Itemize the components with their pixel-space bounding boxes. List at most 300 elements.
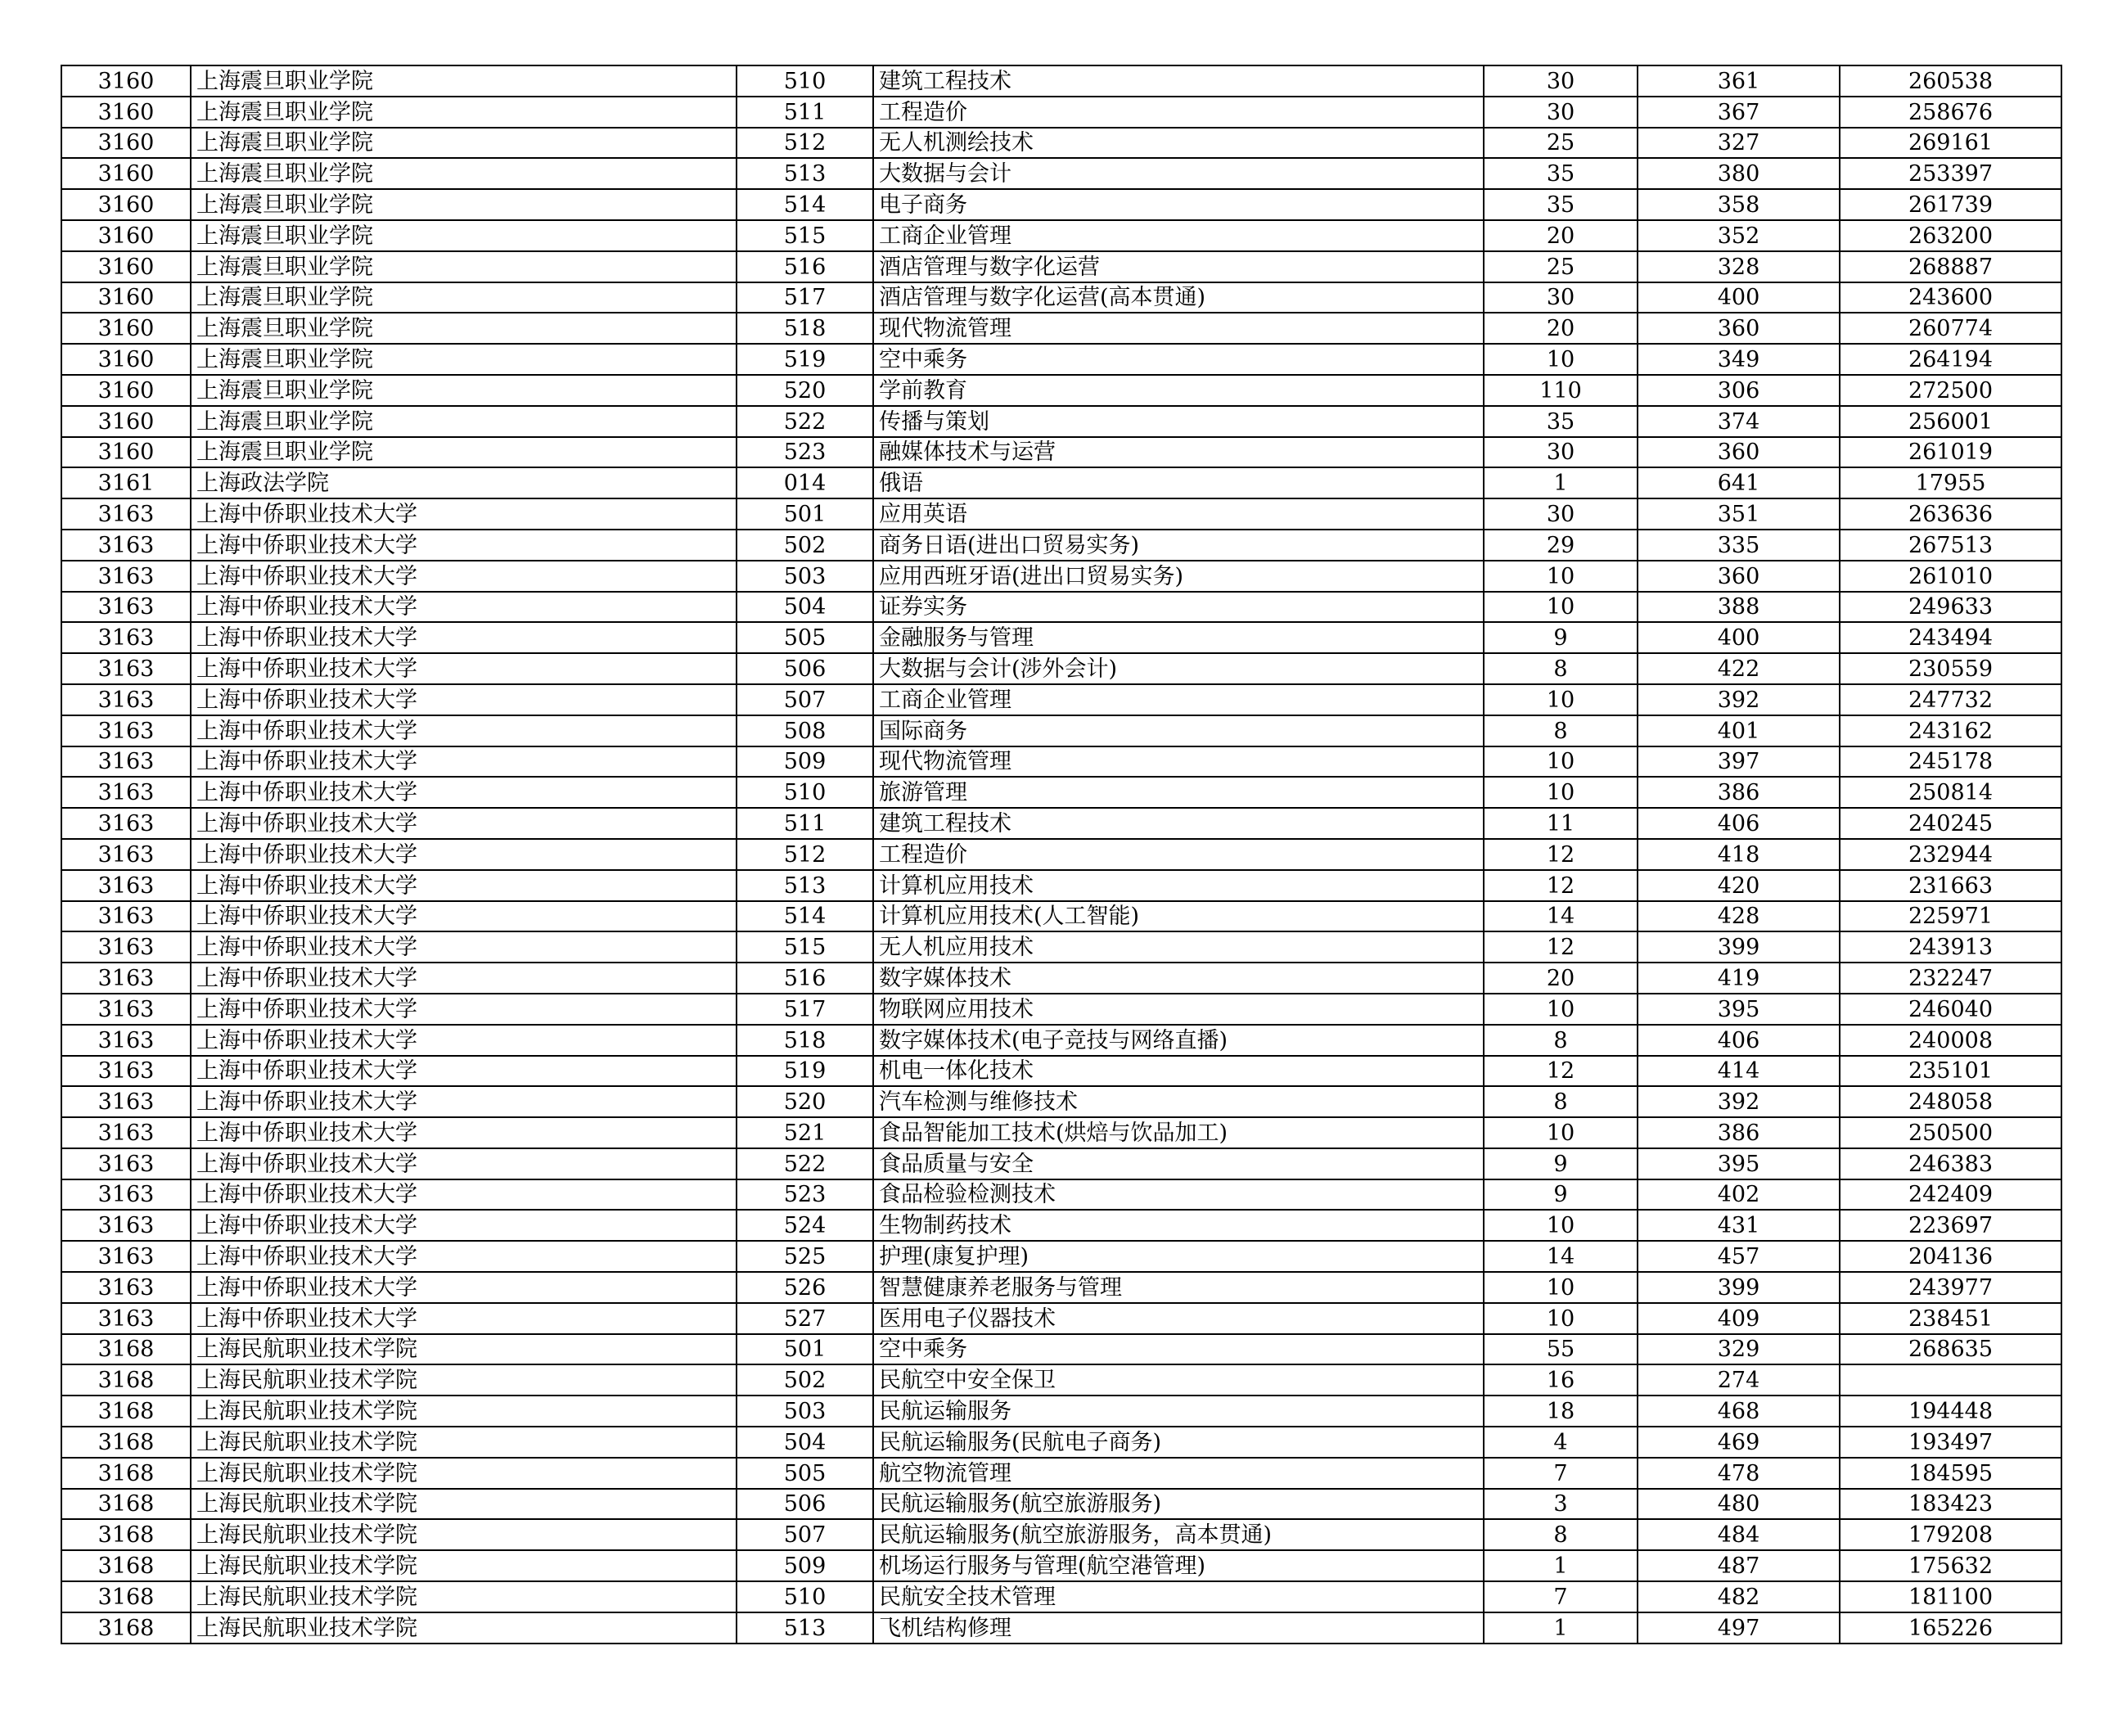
table-row — [61, 1396, 2061, 1427]
min-score-cell: 352 — [1638, 220, 1840, 251]
table-row — [61, 1489, 2061, 1520]
major-code-cell: 502 — [737, 1364, 873, 1396]
major-name-cell: 无人机测绘技术 — [873, 128, 1484, 159]
school-name-cell: 上海中侨职业技术大学 — [191, 1303, 737, 1334]
school-code-cell: 3163 — [61, 994, 191, 1025]
major-name-cell: 俄语 — [873, 467, 1484, 498]
enrollment-count-cell: 11 — [1484, 808, 1638, 839]
school-code-cell: 3163 — [61, 1179, 191, 1211]
major-name-cell: 国际商务 — [873, 715, 1484, 746]
min-score-cell: 409 — [1638, 1303, 1840, 1334]
school-code-cell: 3163 — [61, 777, 191, 808]
rank-cell: 243494 — [1840, 622, 2061, 653]
table-row — [61, 1427, 2061, 1458]
school-code-cell: 3163 — [61, 715, 191, 746]
table-row — [61, 1086, 2061, 1117]
school-name-cell: 上海中侨职业技术大学 — [191, 1272, 737, 1303]
min-score-cell: 468 — [1638, 1396, 1840, 1427]
rank-cell: 248058 — [1840, 1086, 2061, 1117]
table-row — [61, 963, 2061, 994]
major-name-cell: 空中乘务 — [873, 1334, 1484, 1365]
major-code-cell: 507 — [737, 684, 873, 715]
table-row — [61, 128, 2061, 159]
major-name-cell: 食品检验检测技术 — [873, 1179, 1484, 1211]
rank-cell: 232944 — [1840, 839, 2061, 870]
min-score-cell: 360 — [1638, 313, 1840, 344]
major-code-cell: 014 — [737, 467, 873, 498]
school-name-cell: 上海中侨职业技术大学 — [191, 931, 737, 963]
major-name-cell: 融媒体技术与运营 — [873, 437, 1484, 468]
major-name-cell: 现代物流管理 — [873, 313, 1484, 344]
min-score-cell: 406 — [1638, 1025, 1840, 1056]
major-name-cell: 民航运输服务 — [873, 1396, 1484, 1427]
major-name-cell: 大数据与会计 — [873, 158, 1484, 189]
school-name-cell: 上海震旦职业学院 — [191, 251, 737, 282]
rank-cell: 204136 — [1840, 1241, 2061, 1272]
major-code-cell: 509 — [737, 746, 873, 778]
school-code-cell: 3163 — [61, 1086, 191, 1117]
school-name-cell: 上海震旦职业学院 — [191, 65, 737, 97]
school-code-cell: 3163 — [61, 839, 191, 870]
major-code-cell: 517 — [737, 994, 873, 1025]
rank-cell: 245178 — [1840, 746, 2061, 778]
school-code-cell: 3163 — [61, 931, 191, 963]
min-score-cell: 414 — [1638, 1056, 1840, 1087]
school-code-cell: 3163 — [61, 1117, 191, 1148]
school-name-cell: 上海中侨职业技术大学 — [191, 1210, 737, 1241]
major-code-cell: 516 — [737, 251, 873, 282]
rank-cell: 17955 — [1840, 467, 2061, 498]
min-score-cell: 388 — [1638, 592, 1840, 623]
major-code-cell: 521 — [737, 1117, 873, 1148]
min-score-cell: 457 — [1638, 1241, 1840, 1272]
enrollment-count-cell: 20 — [1484, 313, 1638, 344]
rank-cell: 253397 — [1840, 158, 2061, 189]
enrollment-count-cell: 10 — [1484, 561, 1638, 592]
school-name-cell: 上海震旦职业学院 — [191, 220, 737, 251]
major-name-cell: 食品质量与安全 — [873, 1148, 1484, 1179]
rank-cell: 258676 — [1840, 97, 2061, 128]
school-name-cell: 上海中侨职业技术大学 — [191, 530, 737, 561]
major-name-cell: 计算机应用技术 — [873, 870, 1484, 901]
major-code-cell: 513 — [737, 870, 873, 901]
school-code-cell: 3163 — [61, 1056, 191, 1087]
min-score-cell: 399 — [1638, 931, 1840, 963]
enrollment-count-cell: 10 — [1484, 1117, 1638, 1148]
major-name-cell: 商务日语(进出口贸易实务) — [873, 530, 1484, 561]
school-name-cell: 上海民航职业技术学院 — [191, 1364, 737, 1396]
rank-cell: 194448 — [1840, 1396, 2061, 1427]
table-row — [61, 467, 2061, 498]
enrollment-count-cell: 16 — [1484, 1364, 1638, 1396]
major-name-cell: 航空物流管理 — [873, 1458, 1484, 1489]
school-code-cell: 3160 — [61, 220, 191, 251]
min-score-cell: 386 — [1638, 777, 1840, 808]
major-code-cell: 509 — [737, 1550, 873, 1581]
rank-cell: 243600 — [1840, 282, 2061, 313]
major-name-cell: 建筑工程技术 — [873, 808, 1484, 839]
enrollment-count-cell: 14 — [1484, 901, 1638, 932]
table-row — [61, 994, 2061, 1025]
enrollment-count-cell: 7 — [1484, 1581, 1638, 1612]
school-code-cell: 3163 — [61, 622, 191, 653]
table-row — [61, 1458, 2061, 1489]
major-name-cell: 金融服务与管理 — [873, 622, 1484, 653]
rank-cell: 247732 — [1840, 684, 2061, 715]
major-code-cell: 524 — [737, 1210, 873, 1241]
major-name-cell: 学前教育 — [873, 375, 1484, 406]
major-name-cell: 数字媒体技术 — [873, 963, 1484, 994]
major-code-cell: 511 — [737, 97, 873, 128]
enrollment-count-cell: 29 — [1484, 530, 1638, 561]
min-score-cell: 349 — [1638, 344, 1840, 375]
major-name-cell: 酒店管理与数字化运营(高本贯通) — [873, 282, 1484, 313]
school-name-cell: 上海中侨职业技术大学 — [191, 622, 737, 653]
major-name-cell: 无人机应用技术 — [873, 931, 1484, 963]
school-name-cell: 上海中侨职业技术大学 — [191, 1241, 737, 1272]
rank-cell: 261739 — [1840, 189, 2061, 220]
major-code-cell: 513 — [737, 1612, 873, 1644]
min-score-cell: 329 — [1638, 1334, 1840, 1365]
school-code-cell: 3163 — [61, 1241, 191, 1272]
school-name-cell: 上海中侨职业技术大学 — [191, 839, 737, 870]
enrollment-count-cell: 20 — [1484, 963, 1638, 994]
major-name-cell: 现代物流管理 — [873, 746, 1484, 778]
min-score-cell: 374 — [1638, 406, 1840, 437]
rank-cell: 243913 — [1840, 931, 2061, 963]
rank-cell: 268635 — [1840, 1334, 2061, 1365]
major-code-cell: 504 — [737, 592, 873, 623]
min-score-cell: 431 — [1638, 1210, 1840, 1241]
table-row — [61, 220, 2061, 251]
school-name-cell: 上海中侨职业技术大学 — [191, 715, 737, 746]
enrollment-count-cell: 18 — [1484, 1396, 1638, 1427]
rank-cell: 272500 — [1840, 375, 2061, 406]
school-code-cell: 3163 — [61, 1148, 191, 1179]
school-name-cell: 上海中侨职业技术大学 — [191, 901, 737, 932]
table-row — [61, 622, 2061, 653]
rank-cell: 230559 — [1840, 653, 2061, 684]
min-score-cell: 418 — [1638, 839, 1840, 870]
rank-cell: 175632 — [1840, 1550, 2061, 1581]
school-code-cell: 3161 — [61, 467, 191, 498]
rank-cell: 269161 — [1840, 128, 2061, 159]
major-name-cell: 工程造价 — [873, 839, 1484, 870]
min-score-cell: 487 — [1638, 1550, 1840, 1581]
table-row — [61, 1179, 2061, 1211]
school-code-cell: 3163 — [61, 1025, 191, 1056]
school-code-cell: 3168 — [61, 1364, 191, 1396]
major-code-cell: 514 — [737, 189, 873, 220]
rank-cell: 232247 — [1840, 963, 2061, 994]
table-body — [61, 65, 2061, 1644]
enrollment-count-cell: 9 — [1484, 1148, 1638, 1179]
enrollment-count-cell: 1 — [1484, 467, 1638, 498]
rank-cell: 246040 — [1840, 994, 2061, 1025]
major-code-cell: 510 — [737, 777, 873, 808]
min-score-cell: 478 — [1638, 1458, 1840, 1489]
table-row — [61, 684, 2061, 715]
min-score-cell: 395 — [1638, 994, 1840, 1025]
enrollment-count-cell: 35 — [1484, 189, 1638, 220]
min-score-cell: 306 — [1638, 375, 1840, 406]
school-code-cell: 3168 — [61, 1519, 191, 1550]
rank-cell: 249633 — [1840, 592, 2061, 623]
major-code-cell: 522 — [737, 406, 873, 437]
enrollment-count-cell: 10 — [1484, 1272, 1638, 1303]
school-code-cell: 3168 — [61, 1581, 191, 1612]
min-score-cell: 406 — [1638, 808, 1840, 839]
major-name-cell: 建筑工程技术 — [873, 65, 1484, 97]
major-name-cell: 智慧健康养老服务与管理 — [873, 1272, 1484, 1303]
enrollment-count-cell: 4 — [1484, 1427, 1638, 1458]
enrollment-count-cell: 8 — [1484, 1519, 1638, 1550]
major-code-cell: 510 — [737, 1581, 873, 1612]
school-code-cell: 3163 — [61, 1210, 191, 1241]
school-name-cell: 上海民航职业技术学院 — [191, 1550, 737, 1581]
major-name-cell: 民航运输服务(航空旅游服务，高本贯通) — [873, 1519, 1484, 1550]
major-code-cell: 501 — [737, 1334, 873, 1365]
table-row — [61, 653, 2061, 684]
major-code-cell: 507 — [737, 1519, 873, 1550]
major-code-cell: 505 — [737, 1458, 873, 1489]
enrollment-count-cell: 25 — [1484, 251, 1638, 282]
school-name-cell: 上海民航职业技术学院 — [191, 1519, 737, 1550]
school-name-cell: 上海民航职业技术学院 — [191, 1581, 737, 1612]
min-score-cell: 484 — [1638, 1519, 1840, 1550]
min-score-cell: 422 — [1638, 653, 1840, 684]
major-name-cell: 空中乘务 — [873, 344, 1484, 375]
major-code-cell: 516 — [737, 963, 873, 994]
major-name-cell: 护理(康复护理) — [873, 1241, 1484, 1272]
school-name-cell: 上海民航职业技术学院 — [191, 1396, 737, 1427]
table-row — [61, 1303, 2061, 1334]
school-name-cell: 上海震旦职业学院 — [191, 375, 737, 406]
enrollment-count-cell: 20 — [1484, 220, 1638, 251]
major-name-cell: 汽车检测与维修技术 — [873, 1086, 1484, 1117]
rank-cell: 225971 — [1840, 901, 2061, 932]
school-name-cell: 上海中侨职业技术大学 — [191, 994, 737, 1025]
table-row — [61, 592, 2061, 623]
rank-cell: 193497 — [1840, 1427, 2061, 1458]
min-score-cell: 402 — [1638, 1179, 1840, 1211]
table-row — [61, 870, 2061, 901]
enrollment-count-cell: 1 — [1484, 1550, 1638, 1581]
rank-cell: 260774 — [1840, 313, 2061, 344]
enrollment-count-cell: 14 — [1484, 1241, 1638, 1272]
enrollment-count-cell: 10 — [1484, 777, 1638, 808]
school-code-cell: 3163 — [61, 963, 191, 994]
rank-cell: 256001 — [1840, 406, 2061, 437]
table-row — [61, 1519, 2061, 1550]
enrollment-count-cell: 12 — [1484, 870, 1638, 901]
school-code-cell: 3160 — [61, 282, 191, 313]
school-code-cell: 3163 — [61, 1303, 191, 1334]
enrollment-count-cell: 30 — [1484, 97, 1638, 128]
min-score-cell: 392 — [1638, 684, 1840, 715]
school-name-cell: 上海中侨职业技术大学 — [191, 808, 737, 839]
min-score-cell: 327 — [1638, 128, 1840, 159]
major-code-cell: 526 — [737, 1272, 873, 1303]
table-row — [61, 1117, 2061, 1148]
table-row — [61, 1272, 2061, 1303]
school-code-cell: 3160 — [61, 375, 191, 406]
rank-cell: 184595 — [1840, 1458, 2061, 1489]
enrollment-count-cell: 25 — [1484, 128, 1638, 159]
major-name-cell: 应用英语 — [873, 498, 1484, 530]
table-row — [61, 437, 2061, 468]
school-name-cell: 上海震旦职业学院 — [191, 97, 737, 128]
table-row — [61, 498, 2061, 530]
enrollment-count-cell: 10 — [1484, 994, 1638, 1025]
table-row — [61, 1550, 2061, 1581]
school-code-cell: 3163 — [61, 498, 191, 530]
min-score-cell: 480 — [1638, 1489, 1840, 1520]
min-score-cell: 328 — [1638, 251, 1840, 282]
enrollment-count-cell: 110 — [1484, 375, 1638, 406]
major-code-cell: 503 — [737, 1396, 873, 1427]
table-row — [61, 530, 2061, 561]
school-code-cell: 3163 — [61, 808, 191, 839]
major-name-cell: 数字媒体技术(电子竞技与网络直播) — [873, 1025, 1484, 1056]
major-code-cell: 515 — [737, 931, 873, 963]
rank-cell: 179208 — [1840, 1519, 2061, 1550]
school-name-cell: 上海震旦职业学院 — [191, 189, 737, 220]
rank-cell: 235101 — [1840, 1056, 2061, 1087]
major-code-cell: 520 — [737, 1086, 873, 1117]
major-code-cell: 520 — [737, 375, 873, 406]
school-code-cell: 3163 — [61, 901, 191, 932]
major-name-cell: 民航运输服务(航空旅游服务) — [873, 1489, 1484, 1520]
major-name-cell: 旅游管理 — [873, 777, 1484, 808]
enrollment-count-cell: 10 — [1484, 1210, 1638, 1241]
admission-score-table — [61, 65, 2062, 1644]
table-row — [61, 189, 2061, 220]
major-code-cell: 506 — [737, 1489, 873, 1520]
table-row — [61, 282, 2061, 313]
rank-cell — [1840, 1364, 2061, 1396]
rank-cell: 263636 — [1840, 498, 2061, 530]
enrollment-count-cell: 9 — [1484, 622, 1638, 653]
enrollment-count-cell: 30 — [1484, 498, 1638, 530]
major-code-cell: 522 — [737, 1148, 873, 1179]
major-code-cell: 502 — [737, 530, 873, 561]
enrollment-count-cell: 8 — [1484, 715, 1638, 746]
school-code-cell: 3160 — [61, 97, 191, 128]
major-code-cell: 518 — [737, 313, 873, 344]
table-row — [61, 65, 2061, 97]
rank-cell: 261019 — [1840, 437, 2061, 468]
school-code-cell: 3160 — [61, 65, 191, 97]
enrollment-count-cell: 10 — [1484, 344, 1638, 375]
enrollment-count-cell: 12 — [1484, 1056, 1638, 1087]
school-code-cell: 3160 — [61, 313, 191, 344]
enrollment-count-cell: 1 — [1484, 1612, 1638, 1644]
school-name-cell: 上海震旦职业学院 — [191, 313, 737, 344]
school-name-cell: 上海中侨职业技术大学 — [191, 1148, 737, 1179]
school-name-cell: 上海中侨职业技术大学 — [191, 777, 737, 808]
min-score-cell: 400 — [1638, 622, 1840, 653]
school-code-cell: 3163 — [61, 684, 191, 715]
enrollment-count-cell: 10 — [1484, 1303, 1638, 1334]
table-row — [61, 1148, 2061, 1179]
major-code-cell: 512 — [737, 128, 873, 159]
table-row — [61, 746, 2061, 778]
major-name-cell: 电子商务 — [873, 189, 1484, 220]
rank-cell: 181100 — [1840, 1581, 2061, 1612]
table-row — [61, 1056, 2061, 1087]
school-code-cell: 3160 — [61, 344, 191, 375]
school-name-cell: 上海中侨职业技术大学 — [191, 1025, 737, 1056]
major-name-cell: 应用西班牙语(进出口贸易实务) — [873, 561, 1484, 592]
enrollment-count-cell: 8 — [1484, 1025, 1638, 1056]
major-code-cell: 511 — [737, 808, 873, 839]
table-row — [61, 561, 2061, 592]
table-row — [61, 715, 2061, 746]
school-code-cell: 3168 — [61, 1334, 191, 1365]
major-name-cell: 民航运输服务(民航电子商务) — [873, 1427, 1484, 1458]
school-name-cell: 上海中侨职业技术大学 — [191, 963, 737, 994]
table-row — [61, 839, 2061, 870]
school-name-cell: 上海震旦职业学院 — [191, 437, 737, 468]
min-score-cell: 401 — [1638, 715, 1840, 746]
school-code-cell: 3163 — [61, 592, 191, 623]
min-score-cell: 497 — [1638, 1612, 1840, 1644]
school-name-cell: 上海中侨职业技术大学 — [191, 1179, 737, 1211]
major-name-cell: 食品智能加工技术(烘焙与饮品加工) — [873, 1117, 1484, 1148]
major-code-cell: 523 — [737, 437, 873, 468]
min-score-cell: 428 — [1638, 901, 1840, 932]
major-name-cell: 工程造价 — [873, 97, 1484, 128]
table-row — [61, 808, 2061, 839]
enrollment-count-cell: 30 — [1484, 437, 1638, 468]
rank-cell: 267513 — [1840, 530, 2061, 561]
major-name-cell: 大数据与会计(涉外会计) — [873, 653, 1484, 684]
table-row — [61, 158, 2061, 189]
rank-cell: 223697 — [1840, 1210, 2061, 1241]
school-code-cell: 3163 — [61, 653, 191, 684]
major-name-cell: 计算机应用技术(人工智能) — [873, 901, 1484, 932]
school-name-cell: 上海中侨职业技术大学 — [191, 592, 737, 623]
enrollment-count-cell: 12 — [1484, 931, 1638, 963]
school-name-cell: 上海中侨职业技术大学 — [191, 1086, 737, 1117]
school-code-cell: 3163 — [61, 530, 191, 561]
school-code-cell: 3160 — [61, 158, 191, 189]
major-name-cell: 酒店管理与数字化运营 — [873, 251, 1484, 282]
major-code-cell: 503 — [737, 561, 873, 592]
min-score-cell: 358 — [1638, 189, 1840, 220]
rank-cell: 264194 — [1840, 344, 2061, 375]
enrollment-count-cell: 12 — [1484, 839, 1638, 870]
rank-cell: 240245 — [1840, 808, 2061, 839]
major-name-cell: 物联网应用技术 — [873, 994, 1484, 1025]
major-name-cell: 机场运行服务与管理(航空港管理) — [873, 1550, 1484, 1581]
school-code-cell: 3160 — [61, 189, 191, 220]
major-name-cell: 工商企业管理 — [873, 684, 1484, 715]
table-row — [61, 406, 2061, 437]
major-code-cell: 523 — [737, 1179, 873, 1211]
table-row — [61, 901, 2061, 932]
table-row — [61, 1334, 2061, 1365]
min-score-cell: 380 — [1638, 158, 1840, 189]
school-name-cell: 上海民航职业技术学院 — [191, 1458, 737, 1489]
major-name-cell: 生物制药技术 — [873, 1210, 1484, 1241]
major-code-cell: 504 — [737, 1427, 873, 1458]
school-name-cell: 上海中侨职业技术大学 — [191, 1056, 737, 1087]
min-score-cell: 419 — [1638, 963, 1840, 994]
school-code-cell: 3168 — [61, 1612, 191, 1644]
school-code-cell: 3168 — [61, 1550, 191, 1581]
